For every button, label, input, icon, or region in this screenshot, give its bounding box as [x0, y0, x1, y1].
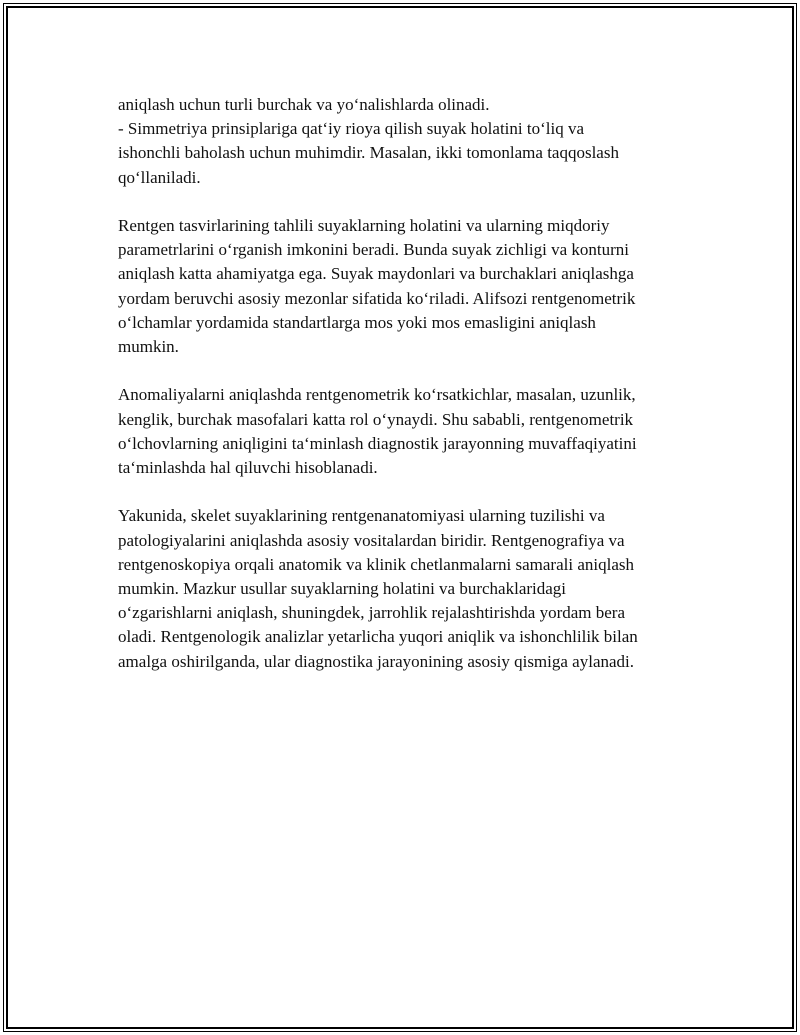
document-body — [118, 93, 688, 698]
paragraph-rentgen-tahlili: Rentgen tasvirlarining tahlili suyaklarning holatini va ularning miqdoriy parametrlarini o‘rganish imkonini beradi. Bunda suyak zichligi va konturni aniqlash katta ahamiyatga ega. Suyak maydonlari va burchaklari aniqlashga yordam beruvchi asosiy mezonlar sifatida ko‘riladi. Alifsozi rentgenometrik o‘lchamlar yordamida standartlarga mos yoki mos emasligini aniqlash mumkin. — [118, 216, 636, 357]
paragraph-yakunida: Yakunida, skelet suyaklarining rentgenanatomiyasi ularning tuzilishi va patologiyalarini aniqlashda asosiy vositalardan biridir. Rentgenografiya va rentgenoskopiya orqali anatomik va klinik chetlanmalarni samarali aniqlash mumkin. Mazkur usullar suyaklarning holatini va burchaklaridagi o‘zgarishlarni aniqlash, shuningdek, jarrohlik rejalashtirishda yordam bera oladi. Rentgenologik analizlar yetarlicha yuqori aniqlik va ishonchlilik bilan amalga oshirilganda, ular diagnostika jarayonining asosiy qismiga aylanadi. — [118, 506, 638, 671]
paragraph-anomaliyalar: Anomaliyalarni aniqlashda rentgenometrik ko‘rsatkichlar, masalan, uzunlik, kenglik, burchak masofalari katta rol o‘ynaydi. Shu sababli, rentgenometrik o‘lchovlarning aniqligini ta‘minlash diagnostik jarayonning muvaffaqiyatini ta‘minlashda hal qiluvchi hisoblanadi. — [118, 385, 637, 478]
paragraph-simmetriya: aniqlash uchun turli burchak va yo‘nalishlarda olinadi. - Simmetriya prinsiplariga qat‘iy rioya qilish suyak holatini to‘liq va ishonchli baholash uchun muhimdir. Masalan, ikki tomonlama taqqoslash qo‘llaniladi. — [118, 95, 619, 187]
